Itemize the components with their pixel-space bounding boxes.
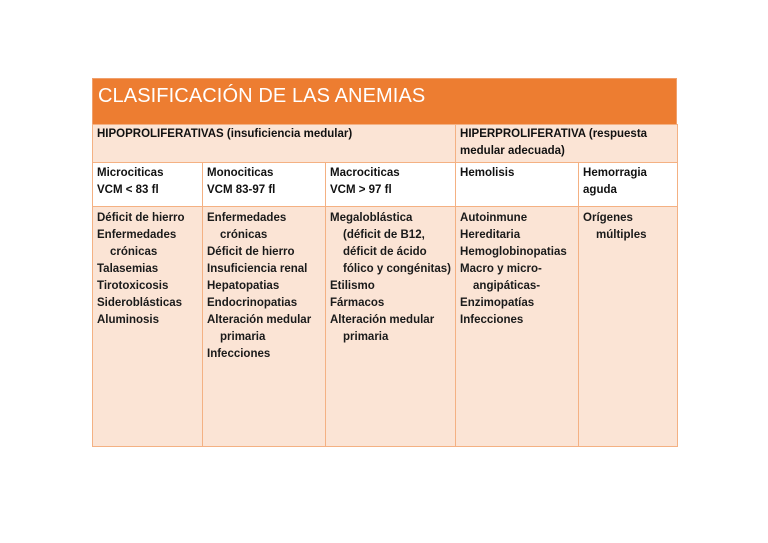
list-item: Tirotoxicosis <box>97 280 169 292</box>
list-item: Orígenes múltiples <box>583 212 647 241</box>
list-item: Endocrinopatias <box>207 297 298 309</box>
title-bar <box>92 78 677 124</box>
list-item: Infecciones <box>460 314 524 326</box>
list-item: Fármacos <box>330 297 385 309</box>
list-item: Insuficiencia renal <box>207 263 308 275</box>
list-item: Déficit de hierro <box>207 246 295 258</box>
causes-monociticas <box>203 207 326 447</box>
list-item: Alteración medular primaria <box>330 314 435 343</box>
subheader-monociticas <box>203 163 326 207</box>
causes-list <box>97 210 198 329</box>
subheader-label: Hemolisis <box>460 167 515 179</box>
causes-microciticas <box>93 207 203 447</box>
list-item: Alteración medular primaria <box>207 314 312 343</box>
causes-list <box>330 210 451 346</box>
causes-list <box>207 210 321 363</box>
subheader-hemolisis <box>456 163 579 207</box>
subheader-row <box>93 163 678 207</box>
list-item: Etilismo <box>330 280 375 292</box>
subheader-vcm: VCM < 83 fl <box>97 184 159 196</box>
subheader-macrociticas <box>326 163 456 207</box>
subheader-label: Macrociticas <box>330 167 400 179</box>
list-item: Sideroblásticas <box>97 297 183 309</box>
list-item: Macro y micro-angipáticas- <box>460 263 542 292</box>
list-item: Hepatopatias <box>207 280 280 292</box>
list-item: Megaloblástica (déficit de B12, déficit de ácido fólico y congénitas) <box>330 212 451 275</box>
list-item: Talasemias <box>97 263 159 275</box>
subheader-label: Microciticas <box>97 167 164 179</box>
subheader-label: Monociticas <box>207 167 274 179</box>
causes-list <box>460 210 574 329</box>
list-item: Autoinmune <box>460 212 528 224</box>
list-item: Enfermedades crónicas <box>207 212 287 241</box>
list-item: Infecciones <box>207 348 271 360</box>
subheader-microciticas <box>93 163 203 207</box>
causes-hemolisis <box>456 207 579 447</box>
subheader-hemorragia <box>579 163 678 207</box>
group-hypoproliferative: HIPOPROLIFERATIVAS (insuficiencia medular) <box>93 125 456 163</box>
page-title: CLASIFICACIÓN DE LAS ANEMIAS <box>98 85 426 107</box>
subheader-label: Hemorragia aguda <box>583 167 647 196</box>
list-item: Enfermedades crónicas <box>97 229 177 258</box>
list-item: Hereditaria <box>460 229 521 241</box>
anemia-table <box>92 124 678 447</box>
list-item: Hemoglobinopatias <box>460 246 567 258</box>
causes-row <box>93 207 678 447</box>
list-item: Enzimopatías <box>460 297 535 309</box>
classification-sheet <box>92 78 677 447</box>
subheader-vcm: VCM > 97 fl <box>330 184 392 196</box>
group-hyperproliferative: HIPERPROLIFERATIVA (respuesta medular adecuada) <box>456 125 678 163</box>
list-item: Aluminosis <box>97 314 159 326</box>
causes-macrociticas <box>326 207 456 447</box>
causes-list <box>583 210 673 244</box>
causes-hemorragia <box>579 207 678 447</box>
group-header-row <box>93 125 678 163</box>
list-item: Déficit de hierro <box>97 212 185 224</box>
subheader-vcm: VCM 83-97 fl <box>207 184 276 196</box>
